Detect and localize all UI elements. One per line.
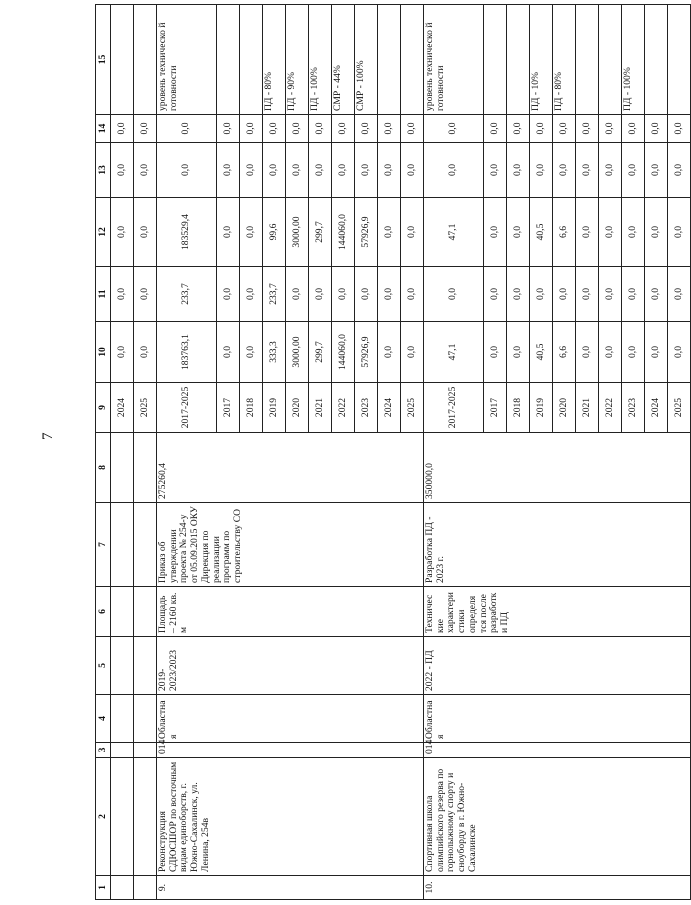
- value-cell: 0,0: [507, 322, 530, 383]
- col-header: 6: [96, 587, 111, 637]
- value-cell: 0,0: [599, 322, 622, 383]
- value-cell: 0,0: [484, 267, 507, 322]
- value-cell: 0,0: [378, 267, 401, 322]
- object-capacity: Техничес кие характери стики определя тся после разработк и ПД: [424, 587, 691, 637]
- value-cell: 0,0: [424, 143, 484, 198]
- value-cell: 0,0: [645, 115, 668, 143]
- value-cell: 57926,9: [355, 198, 378, 267]
- value-cell: 0,0: [645, 322, 668, 383]
- value-cell: 0,0: [599, 267, 622, 322]
- value-cell: 183763,1: [157, 322, 217, 383]
- value-cell: 0,0: [111, 143, 134, 198]
- value-cell: 57926,9: [355, 322, 378, 383]
- note-cell: [599, 5, 622, 115]
- year-cell: 2020: [286, 383, 309, 433]
- value-cell: 0,0: [645, 143, 668, 198]
- value-cell: 0,0: [622, 115, 645, 143]
- value-cell: 0,0: [217, 143, 240, 198]
- value-cell: 144060,0: [332, 198, 355, 267]
- value-cell: 0,0: [484, 115, 507, 143]
- year-cell: 2017: [217, 383, 240, 433]
- col-header: 9: [96, 383, 111, 433]
- year-cell: 2025: [668, 383, 691, 433]
- empty-cell: [111, 743, 134, 758]
- column-number-row: [96, 5, 111, 900]
- note-cell: [134, 5, 157, 115]
- col-header: 5: [96, 637, 111, 695]
- table-row: [111, 5, 134, 900]
- value-cell: 0,0: [134, 198, 157, 267]
- year-cell: 2023: [622, 383, 645, 433]
- object-code: 014: [157, 743, 424, 758]
- value-cell: 0,0: [553, 115, 576, 143]
- value-cell: 0,0: [401, 115, 424, 143]
- value-cell: 40,5: [530, 322, 553, 383]
- year-cell: 2019: [530, 383, 553, 433]
- value-cell: 0,0: [134, 143, 157, 198]
- object-number: 9.: [157, 876, 424, 900]
- year-cell: 2018: [240, 383, 263, 433]
- value-cell: 0,0: [599, 198, 622, 267]
- year-cell: 2025: [134, 383, 157, 433]
- empty-cell: [134, 758, 157, 876]
- empty-cell: [134, 503, 157, 587]
- value-cell: 0,0: [401, 198, 424, 267]
- value-cell: 0,0: [355, 267, 378, 322]
- value-cell: 0,0: [263, 143, 286, 198]
- value-cell: 99,6: [263, 198, 286, 267]
- value-cell: 0,0: [240, 198, 263, 267]
- table-row: [424, 5, 484, 900]
- value-cell: 0,0: [424, 115, 484, 143]
- object-name: Реконструкция СДЮСШОР по восточным видам единоборств, г. Южно-Сахалинск, ул. Ленина, 254в: [157, 758, 424, 876]
- col-header: 1: [96, 876, 111, 900]
- note-cell: ПД - 80%: [263, 5, 286, 115]
- value-cell: 144060,0: [332, 322, 355, 383]
- value-cell: 0,0: [240, 115, 263, 143]
- value-cell: 0,0: [240, 143, 263, 198]
- value-cell: 299,7: [309, 198, 332, 267]
- value-cell: 0,0: [424, 267, 484, 322]
- note-cell: [378, 5, 401, 115]
- value-cell: 0,0: [378, 322, 401, 383]
- value-cell: 0,0: [484, 198, 507, 267]
- value-cell: 0,0: [576, 198, 599, 267]
- value-cell: 6,6: [553, 322, 576, 383]
- empty-cell: [111, 876, 134, 900]
- value-cell: 0,0: [507, 267, 530, 322]
- object-level: Областна я: [157, 695, 424, 743]
- year-cell: 2024: [378, 383, 401, 433]
- value-cell: 0,0: [507, 115, 530, 143]
- value-cell: 0,0: [668, 115, 691, 143]
- investment-objects-table: [95, 4, 691, 900]
- table-row: [157, 5, 217, 900]
- value-cell: 0,0: [401, 267, 424, 322]
- value-cell: 0,0: [217, 322, 240, 383]
- note-cell: [576, 5, 599, 115]
- value-cell: 0,0: [378, 198, 401, 267]
- note-cell: [484, 5, 507, 115]
- col-header: 3: [96, 743, 111, 758]
- empty-cell: [111, 637, 134, 695]
- value-cell: 0,0: [111, 198, 134, 267]
- value-cell: 0,0: [530, 115, 553, 143]
- object-basis: Приказ об утверждении проекта № 254-у от 05.09.2015 ОКУ Дирекция по реализации программ по строительству СО: [157, 503, 424, 587]
- note-cell: СМР - 44%: [332, 5, 355, 115]
- value-cell: 0,0: [134, 115, 157, 143]
- col-header: 14: [96, 115, 111, 143]
- object-capacity: Площадь – 2160 кв. м: [157, 587, 424, 637]
- year-cell: 2024: [111, 383, 134, 433]
- value-cell: 0,0: [622, 267, 645, 322]
- year-cell: 2022: [599, 383, 622, 433]
- object-cost: 350000,0: [424, 433, 691, 503]
- note-cell: [217, 5, 240, 115]
- note-cell: ПД - 90%: [286, 5, 309, 115]
- value-cell: 0,0: [507, 198, 530, 267]
- value-cell: 0,0: [355, 115, 378, 143]
- object-years: 2019-2023/2023: [157, 637, 424, 695]
- value-cell: 0,0: [332, 115, 355, 143]
- page-number: 7: [40, 432, 56, 440]
- value-cell: 0,0: [157, 115, 217, 143]
- empty-cell: [134, 637, 157, 695]
- value-cell: 0,0: [378, 143, 401, 198]
- value-cell: 47,1: [424, 322, 484, 383]
- empty-cell: [134, 587, 157, 637]
- empty-cell: [111, 758, 134, 876]
- object-number: 10.: [424, 876, 691, 900]
- note-cell: [401, 5, 424, 115]
- value-cell: 0,0: [576, 143, 599, 198]
- empty-cell: [111, 695, 134, 743]
- value-cell: 0,0: [134, 322, 157, 383]
- empty-cell: [111, 503, 134, 587]
- value-cell: 0,0: [668, 198, 691, 267]
- value-cell: 0,0: [332, 267, 355, 322]
- note-cell: СМР - 100%: [355, 5, 378, 115]
- col-header: 13: [96, 143, 111, 198]
- object-name: Спортивная школа олимпийского резерва по горнолыжному спорту и сноуборду в г. Южно-Сахалинске: [424, 758, 691, 876]
- year-cell: 2020: [553, 383, 576, 433]
- value-cell: 0,0: [217, 115, 240, 143]
- year-cell: 2017-2025: [424, 383, 484, 433]
- object-years: 2022 - ПД: [424, 637, 691, 695]
- year-cell: 2021: [309, 383, 332, 433]
- year-cell: 2022: [332, 383, 355, 433]
- value-cell: 183529,4: [157, 198, 217, 267]
- value-cell: 0,0: [668, 143, 691, 198]
- note-cell: ПД - 100%: [309, 5, 332, 115]
- value-cell: 0,0: [355, 143, 378, 198]
- value-cell: 0,0: [576, 322, 599, 383]
- note-cell: ПД - 80%: [553, 5, 576, 115]
- value-cell: 0,0: [622, 143, 645, 198]
- value-cell: 0,0: [309, 115, 332, 143]
- value-cell: 0,0: [111, 115, 134, 143]
- value-cell: 0,0: [599, 115, 622, 143]
- value-cell: 0,0: [401, 143, 424, 198]
- year-cell: 2025: [401, 383, 424, 433]
- col-header: 7: [96, 503, 111, 587]
- note-cell: уровень техническо й готовности: [424, 5, 484, 115]
- note-cell: [111, 5, 134, 115]
- col-header: 12: [96, 198, 111, 267]
- col-header: 10: [96, 322, 111, 383]
- value-cell: 0,0: [553, 267, 576, 322]
- value-cell: 0,0: [240, 267, 263, 322]
- value-cell: 0,0: [530, 143, 553, 198]
- year-cell: 2018: [507, 383, 530, 433]
- col-header: 4: [96, 695, 111, 743]
- value-cell: 0,0: [622, 198, 645, 267]
- object-level: Областна я: [424, 695, 691, 743]
- year-cell: 2023: [355, 383, 378, 433]
- empty-cell: [111, 587, 134, 637]
- year-cell: 2017: [484, 383, 507, 433]
- object-basis: Разработка ПД - 2023 г.: [424, 503, 691, 587]
- value-cell: 0,0: [286, 143, 309, 198]
- value-cell: 0,0: [484, 143, 507, 198]
- note-cell: [507, 5, 530, 115]
- table-row: [134, 5, 157, 900]
- value-cell: 233,7: [157, 267, 217, 322]
- empty-cell: [134, 743, 157, 758]
- value-cell: 40,5: [530, 198, 553, 267]
- value-cell: 0,0: [576, 115, 599, 143]
- empty-cell: [134, 695, 157, 743]
- year-cell: 2019: [263, 383, 286, 433]
- col-header: 2: [96, 758, 111, 876]
- note-cell: уровень техническо й готовности: [157, 5, 217, 115]
- note-cell: [240, 5, 263, 115]
- value-cell: 6,6: [553, 198, 576, 267]
- value-cell: 0,0: [217, 198, 240, 267]
- value-cell: 3000,00: [286, 322, 309, 383]
- value-cell: 0,0: [217, 267, 240, 322]
- value-cell: 3000,00: [286, 198, 309, 267]
- value-cell: 333,3: [263, 322, 286, 383]
- empty-cell: [134, 433, 157, 503]
- value-cell: 299,7: [309, 322, 332, 383]
- col-header: 11: [96, 267, 111, 322]
- value-cell: 0,0: [309, 143, 332, 198]
- value-cell: 0,0: [484, 322, 507, 383]
- object-cost: 275260,4: [157, 433, 424, 503]
- value-cell: 0,0: [576, 267, 599, 322]
- col-header: 8: [96, 433, 111, 503]
- value-cell: 47,1: [424, 198, 484, 267]
- value-cell: 0,0: [507, 143, 530, 198]
- value-cell: 0,0: [309, 267, 332, 322]
- value-cell: 0,0: [240, 322, 263, 383]
- note-cell: [645, 5, 668, 115]
- value-cell: 0,0: [645, 267, 668, 322]
- value-cell: 0,0: [599, 143, 622, 198]
- value-cell: 0,0: [401, 322, 424, 383]
- value-cell: 0,0: [668, 322, 691, 383]
- value-cell: 0,0: [111, 322, 134, 383]
- value-cell: 233,7: [263, 267, 286, 322]
- value-cell: 0,0: [157, 143, 217, 198]
- value-cell: 0,0: [286, 267, 309, 322]
- value-cell: 0,0: [286, 115, 309, 143]
- note-cell: ПД - 10%: [530, 5, 553, 115]
- value-cell: 0,0: [553, 143, 576, 198]
- value-cell: 0,0: [645, 198, 668, 267]
- value-cell: 0,0: [263, 115, 286, 143]
- value-cell: 0,0: [668, 267, 691, 322]
- note-cell: ПД - 100%: [622, 5, 645, 115]
- year-cell: 2017-2025: [157, 383, 217, 433]
- year-cell: 2021: [576, 383, 599, 433]
- rotated-table-wrapper: [95, 5, 684, 900]
- object-code: 014: [424, 743, 691, 758]
- empty-cell: [134, 876, 157, 900]
- empty-cell: [111, 433, 134, 503]
- value-cell: 0,0: [378, 115, 401, 143]
- value-cell: 0,0: [622, 322, 645, 383]
- value-cell: 0,0: [332, 143, 355, 198]
- note-cell: [668, 5, 691, 115]
- value-cell: 0,0: [134, 267, 157, 322]
- col-header: 15: [96, 5, 111, 115]
- value-cell: 0,0: [111, 267, 134, 322]
- year-cell: 2024: [645, 383, 668, 433]
- value-cell: 0,0: [530, 267, 553, 322]
